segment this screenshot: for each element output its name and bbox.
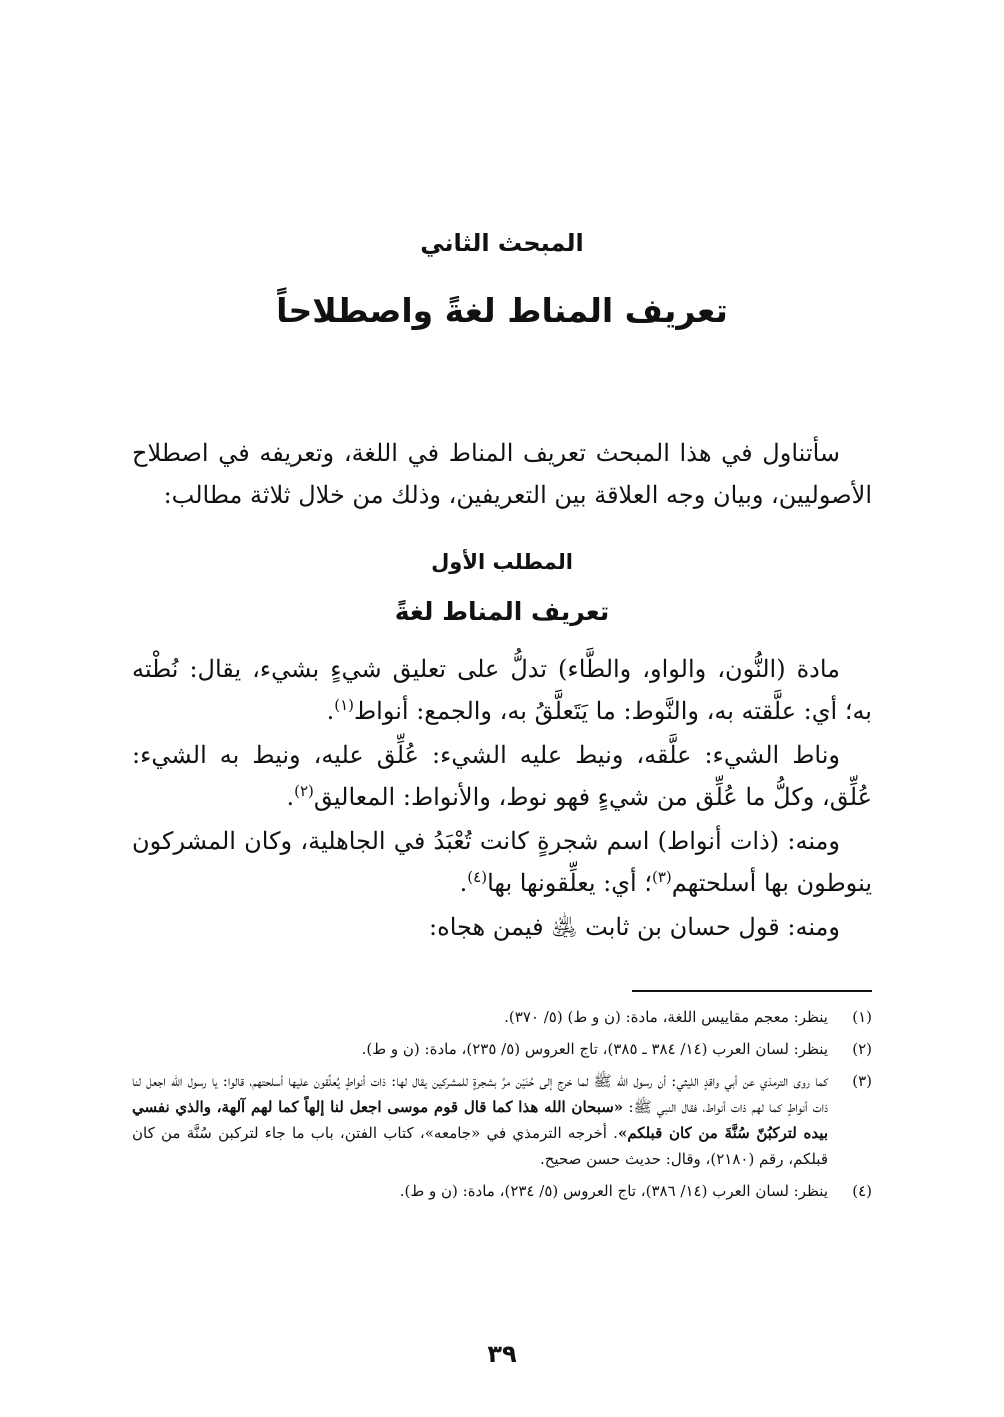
footnote-number: (٢): [852, 1040, 872, 1058]
intro-paragraph: [132, 432, 872, 516]
footnote-hadith-quote: «سبحان الله هذا كما قال قوم موسى اجعل لنا إلهاً كما لهم آلهة، والذي نفسي بيده لتركبُنّ سُنَّةَ من كان قبلكم»: [132, 1098, 828, 1142]
footnote-1: [132, 1004, 872, 1030]
paragraph-4-text: ومنه: قول حسان بن ثابت ﵁ فيمن هجاه:: [429, 913, 840, 941]
footnote-number: (١): [852, 1008, 872, 1026]
footnote-number: (٤): [852, 1182, 872, 1200]
chapter-label: المبحث الثاني: [420, 229, 584, 257]
paragraph-3-text-b: ؛ أي: يعلِّقونها بها: [487, 869, 652, 897]
paragraph-1-text: مادة (النُّون، والواو، والطَّاء) تدلُّ على تعليق شيءٍ بشيء، يقال: نُطْته به؛ أي: علَّقته به، والنَّوط: ما يَتَعلَّقُ به، والجمع: أنواط: [132, 655, 872, 725]
section-title: تعريف المناط لغةً: [394, 597, 610, 626]
footnote-2: [132, 1036, 872, 1062]
footnote-number: (٣): [852, 1072, 872, 1090]
footnote-divider: [632, 990, 872, 992]
paragraph-1: [132, 648, 872, 732]
footnote-4: [132, 1178, 872, 1204]
paragraph-2-end: .: [286, 783, 295, 811]
paragraph-2: [132, 734, 872, 818]
section-label: المطلب الأول: [431, 550, 573, 574]
footnote-text-b: . أخرجه الترمذي في «جامعه»، كتاب الفتن، باب ما جاء لتركبن سُنَّة من كان قبلكم، رقم (٢١٨٠)، وقال: حديث حسن صحيح.: [132, 1124, 828, 1168]
footnotes: [132, 1004, 872, 1210]
footnote-ref-2[interactable]: (٢): [294, 782, 314, 800]
paragraph-3-end: .: [459, 869, 468, 897]
paragraph-1-end: .: [326, 697, 335, 725]
intro-text: سأتناول في هذا المبحث تعريف المناط في اللغة، وتعريفه في اصطلاح الأصوليين، وبيان وجه العلاقة بين التعريفين، وذلك من خلال ثلاثة مطالب:: [132, 439, 872, 509]
page-number: ٣٩: [487, 1340, 517, 1368]
footnote-ref-3[interactable]: (٣): [651, 868, 672, 886]
footnote-ref-1[interactable]: (١): [334, 696, 354, 714]
chapter-title: تعريف المناط لغةً واصطلاحاً: [276, 291, 728, 330]
footnote-text: ينظر: لسان العرب (١٤/ ٣٨٦)، تاج العروس (٥/ ٢٣٤)، مادة: (ن و ط).: [399, 1182, 828, 1200]
main-text: [132, 648, 872, 948]
paragraph-4: [132, 906, 872, 948]
footnote-text: ينظر: معجم مقاييس اللغة، مادة: (ن و ط) (٥/ ٣٧٠).: [504, 1008, 828, 1026]
footnote-ref-4[interactable]: (٤): [467, 868, 488, 886]
footnote-text-a: كما روى الترمذي عن أبي واقدٍ الليثي: أن رسول الله ﷺ لما خرج إلى حُنَيْن مرَّ بشجرةٍ للمشركين يقال لها: ذات أنواطٍ يُعلِّقون عليها أسلحتهم، قالوا: يا رسول الله اجعل لنا ذات أنواطٍ كما لهم ذات أنواط، فقال النبي ﷺ:: [132, 1072, 829, 1116]
paragraph-2-text: وناط الشيء: علَّقه، ونيط عليه الشيء: عُلِّق عليه، ونيط به الشيء: عُلِّق، وكلُّ ما عُلِّق من شيءٍ فهو نوط، والأنواط: المعاليق: [132, 741, 872, 811]
footnote-3: [132, 1068, 872, 1172]
paragraph-3-text-a: ومنه: (ذات أنواط) اسم شجرةٍ كانت تُعْبَدُ في الجاهلية، وكان المشركون ينوطون بها أسلحتهم: [132, 827, 872, 897]
footnote-text: ينظر: لسان العرب (١٤/ ٣٨٤ ـ ٣٨٥)، تاج العروس (٥/ ٢٣٥)، مادة: (ن و ط).: [361, 1040, 828, 1058]
paragraph-3: [132, 820, 872, 904]
